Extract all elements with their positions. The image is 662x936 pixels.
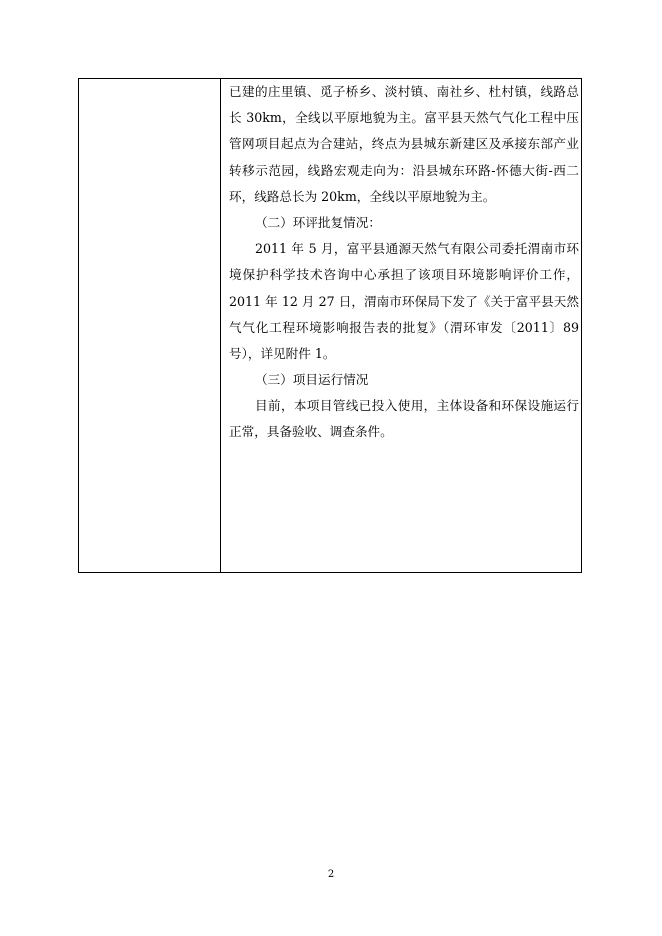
- body-line: 气气化工程环境影响报告表的批复》（渭环审发〔2011〕89: [229, 319, 579, 335]
- body-line: 境保护科学技术咨询中心承担了该项目环境影响评价工作，: [229, 267, 579, 283]
- table-right-cell: [221, 79, 581, 572]
- content-table: [78, 78, 582, 573]
- body-line: 环，线路总长为 20km，全线以平原地貌为主。: [229, 188, 496, 204]
- body-line: 管网项目起点为合建站，终点为县城东新建区及承接东部产业: [229, 136, 579, 152]
- body-line: 2011 年 5 月，富平县通源天然气有限公司委托渭南市环: [255, 241, 579, 257]
- body-line: 号），详见附件 1。: [229, 345, 336, 361]
- project-description-text: [229, 79, 579, 446]
- body-line: 正常，具备验收、调查条件。: [229, 424, 393, 440]
- body-line: 已建的庄里镇、觅子桥乡、淡村镇、南社乡、杜村镇，线路总: [229, 84, 579, 99]
- section-heading-project-operation: （三）项目运行情况: [255, 372, 369, 388]
- table-left-cell: [79, 79, 221, 572]
- section-heading-eia-approval: （二）环评批复情况：: [255, 214, 381, 230]
- body-line: 2011 年 12 月 27 日，渭南市环保局下发了《关于富平县天然: [229, 293, 579, 309]
- page-number: 2: [327, 869, 335, 880]
- body-line: 目前，本项目管线已投入使用，主体设备和环保设施运行: [255, 398, 579, 414]
- body-line: 长 30km，全线以平原地貌为主。富平县天然气气化工程中压: [229, 110, 579, 126]
- body-line: 转移示范园，线路宏观走向为：沿县城东环路-怀德大街-西二: [229, 162, 579, 178]
